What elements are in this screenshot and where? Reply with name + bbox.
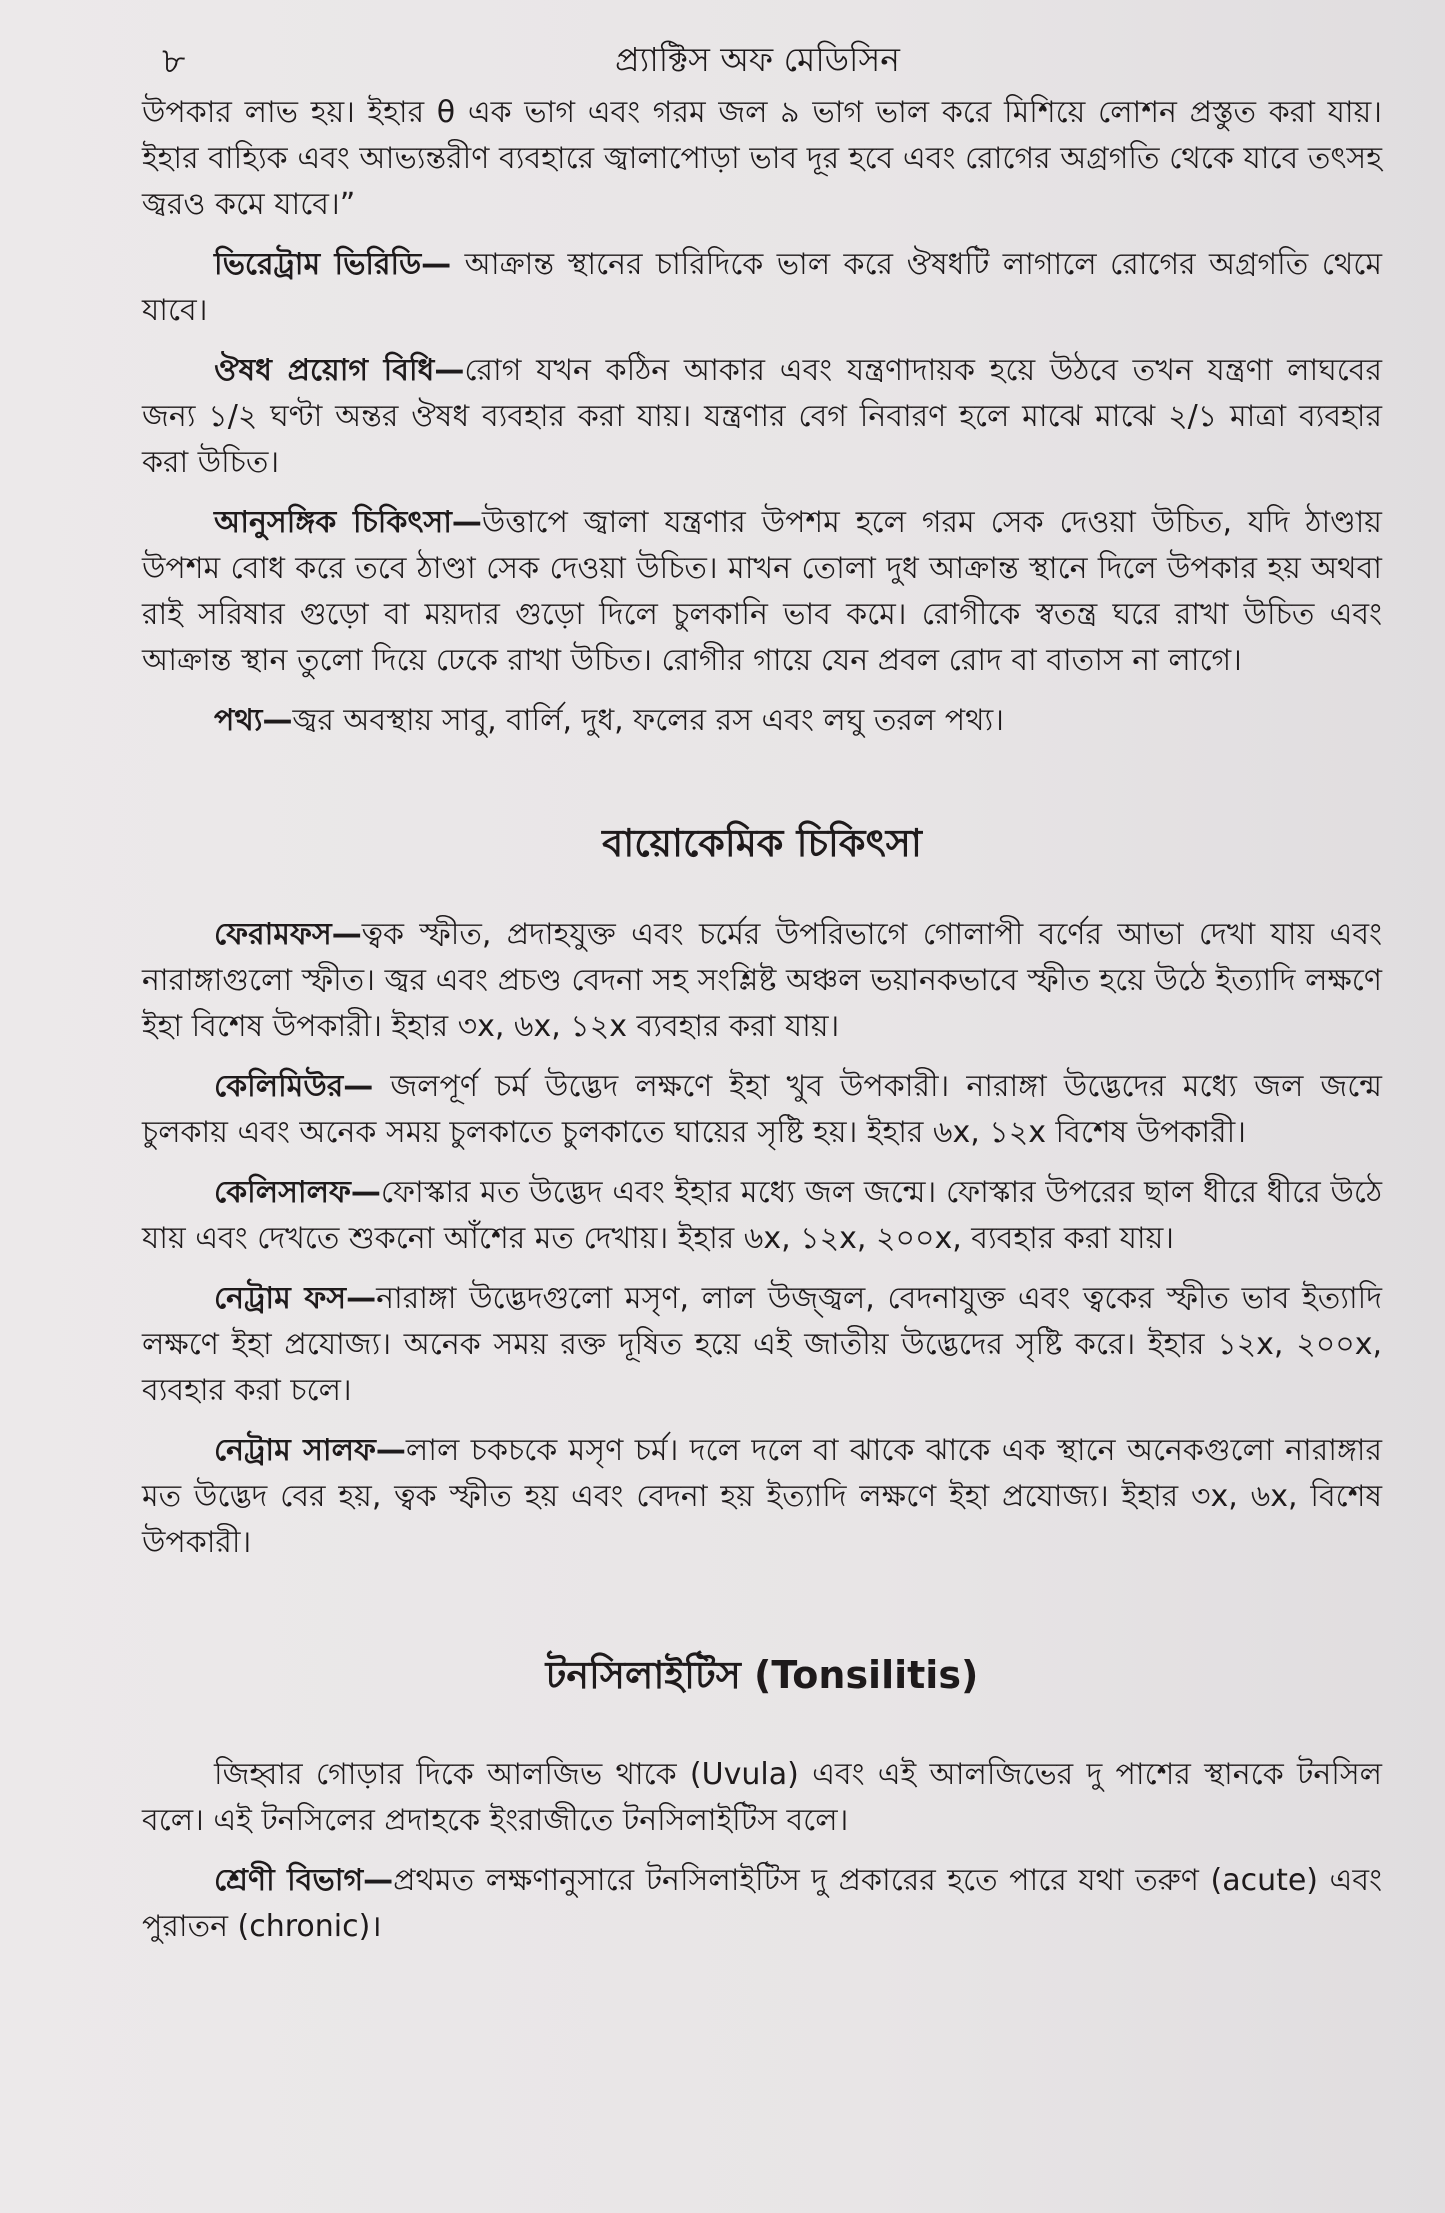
paragraph-text: রোগ যখন কঠিন আকার এবং যন্ত্রণাদায়ক হয়ে উঠবে তখন যন্ত্রণা লাঘবের জন্য ১/২ ঘণ্টা অন্তর ঔষধ ব্যবহার করা যায়। যন্ত্রণার বেগ নিবারণ হলে মাঝে মাঝে ২/১ মাত্রা ব্যবহার করা উচিত। [142, 353, 1382, 480]
term-label: নেট্রাম সালফ— [214, 1433, 406, 1468]
term-label: কেলিমিউর— [214, 1069, 374, 1104]
paragraph-text: জলপূর্ণ চর্ম উদ্ভেদ লক্ষণে ইহা খুব উপকারী। নারাঙ্গা উদ্ভেদের মধ্যে জল জন্মে চুলকায় এবং অনেক সময় চুলকাতে চুলকাতে ঘায়ের সৃষ্টি হয়। ইহার ৬x, ১২x বিশেষ উপকারী। [142, 1069, 1382, 1150]
paragraph-auxiliary-treatment [142, 500, 1382, 684]
paragraph-text: ত্বক স্ফীত, প্রদাহযুক্ত এবং চর্মের উপরিভাগে গোলাপী বর্ণের আভা দেখা যায় এবং নারাঙ্গাগুলো স্ফীত। জ্বর এবং প্রচণ্ড বেদনা সহ সংশ্লিষ্ট অঞ্চল ভয়ানকভাবে স্ফীত হয়ে উঠে ইত্যাদি লক্ষণে ইহা বিশেষ উপকারী। ইহার ৩x, ৬x, ১২x ব্যবহার করা যায়। [142, 917, 1382, 1044]
term-label: কেলিসালফ— [214, 1175, 381, 1210]
term-label: ফেরামফস— [214, 917, 362, 952]
term-label: ঔষধ প্রয়োগ বিধি— [214, 353, 465, 388]
paragraph-kali-mur [142, 1064, 1382, 1156]
paragraph-diet [142, 698, 1382, 744]
running-title: প্র্যাক্টিস অফ মেডিসিন [615, 40, 900, 79]
term-label: পথ্য— [214, 703, 293, 738]
term-label: শ্রেণী বিভাগ— [214, 1863, 394, 1898]
term-label: ভিরেট্রাম ভিরিডি— [214, 247, 452, 282]
page-header [140, 30, 1375, 90]
continued-paragraph: উপকার লাভ হয়। ইহার θ এক ভাগ এবং গরম জল ৯ ভাগ ভাল করে মিশিয়ে লোশন প্রস্তুত করা যায়। ইহার বাহ্যিক এবং আভ্যন্তরীণ ব্যবহারে জ্বালাপোড়া ভাব দূর হবে এবং রোগের অগ্রগতি থেকে যাবে তৎসহ জ্বরও কমে যাবে।” [142, 95, 1382, 222]
paragraph-text: নারাঙ্গা উদ্ভেদগুলো মসৃণ, লাল উজ্জ্বল, বেদনাযুক্ত এবং ত্বকের স্ফীত ভাব ইত্যাদি লক্ষণে ইহা প্রযোজ্য। অনেক সময় রক্ত দূষিত হয়ে এই জাতীয় উদ্ভেদের সৃষ্টি করে। ইহার ১২x, ২০০x, ব্যবহার করা চলে। [142, 1281, 1382, 1408]
paragraph-text: প্রথমত লক্ষণানুসারে টনসিলাইটিস দু প্রকারের হতে পারে যথা তরুণ (acute) এবং পুরাতন (chronic)। [142, 1863, 1382, 1944]
paragraph-tonsilitis-intro: জিহ্বার গোড়ার দিকে আলজিভ থাকে (Uvula) এবং এই আলজিভের দু পাশের স্থানকে টনসিল বলে। এই টনসিলের প্রদাহকে ইংরাজীতে টনসিলাইটিস বলে। [142, 1757, 1382, 1838]
page-number: ৮ [162, 41, 186, 82]
paragraph-dosage [142, 348, 1382, 486]
paragraph-text: ফোস্কার মত উদ্ভেদ এবং ইহার মধ্যে জল জন্মে। ফোস্কার উপরের ছাল ধীরে ধীরে উঠে যায় এবং দেখতে শুকনো আঁশের মত দেখায়। ইহার ৬x, ১২x, ২০০x, ব্যবহার করা যায়। [142, 1175, 1382, 1256]
paragraph-natrum-sulph [142, 1428, 1382, 1566]
page-body [142, 90, 1382, 1964]
paragraph-ferrum-phos [142, 912, 1382, 1050]
section-heading-biochemic: বায়োকেমিক চিকিৎসা [602, 821, 922, 865]
paragraph-text: উত্তাপে জ্বালা যন্ত্রণার উপশম হলে গরম সেক দেওয়া উচিত, যদি ঠাণ্ডায় উপশম বোধ করে তবে ঠাণ্ডা সেক দেওয়া উচিত। মাখন তোলা দুধ আক্রান্ত স্থানে দিলে উপকার হয় অথবা রাই সরিষার গুড়ো বা ময়দার গুড়ো দিলে চুলকানি ভাব কমে। রোগীকে স্বতন্ত্র ঘরে রাখা উচিত এবং আক্রান্ত স্থান তুলো দিয়ে ঢেকে রাখা উচিত। রোগীর গায়ে যেন প্রবল রোদ বা বাতাস না লাগে। [142, 505, 1382, 678]
term-label: নেট্রাম ফস— [214, 1281, 377, 1316]
paragraph-text: আক্রান্ত স্থানের চারিদিকে ভাল করে ঔষধটি লাগালে রোগের অগ্রগতি থেমে যাবে। [142, 247, 1383, 328]
term-label: আনুসঙ্গিক চিকিৎসা— [214, 505, 482, 540]
paragraph-kali-sulph [142, 1170, 1382, 1262]
paragraph-classification [142, 1858, 1382, 1950]
paragraph-text: লাল চকচকে মসৃণ চর্ম। দলে দলে বা ঝাকে ঝাকে এক স্থানে অনেকগুলো নারাঙ্গার মত উদ্ভেদ বের হয়, ত্বক স্ফীত হয় এবং বেদনা হয় ইত্যাদি লক্ষণে ইহা প্রযোজ্য। ইহার ৩x, ৬x, বিশেষ উপকারী। [142, 1433, 1382, 1560]
paragraph-text: জ্বর অবস্থায় সাবু, বার্লি, দুধ, ফলের রস এবং লঘু তরল পথ্য। [292, 703, 1004, 738]
paragraph-natrum-phos [142, 1276, 1382, 1414]
paragraph-veratrum-viride [142, 242, 1382, 334]
section-heading-tonsilitis: টনসিলাইটিস (Tonsilitis) [545, 1653, 979, 1697]
